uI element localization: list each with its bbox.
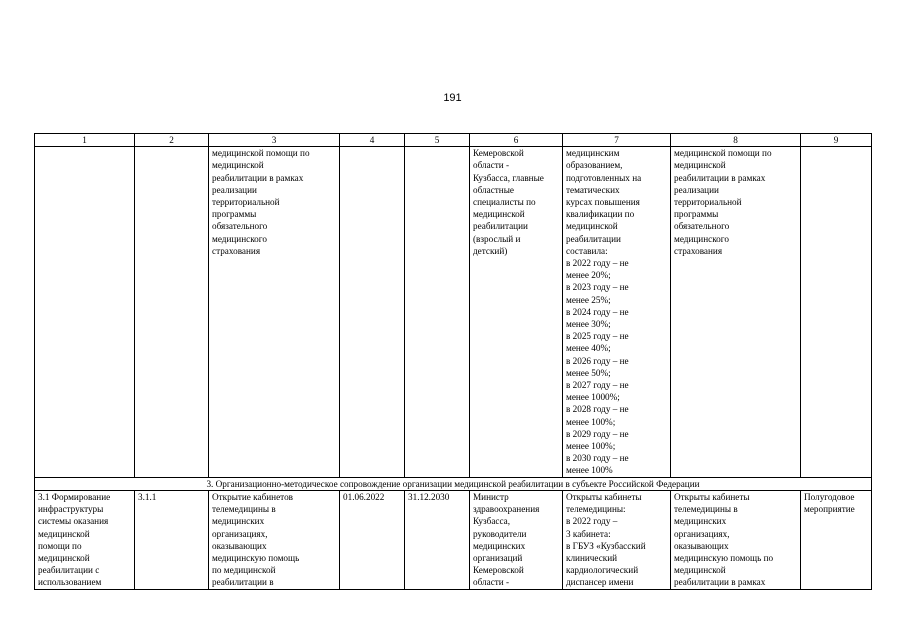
measures-table [34, 133, 872, 590]
cell-measure: Открытие кабинетов телемедицины в медицинских организациях, оказывающих медицинскую помощь по медицинской реабилитации в [209, 490, 340, 589]
section-heading-row [35, 477, 872, 490]
table-row [35, 490, 872, 589]
cell-start-date [340, 147, 405, 477]
cell-responsible: Министр здравоохранения Кузбасса, руководители медицинских организаций Кемеровской области - [470, 490, 563, 589]
column-number-5: 5 [405, 134, 470, 147]
cell-number: 3.1.1 [135, 490, 209, 589]
section-title: 3. Организационно-методическое сопровождение организации медицинской реабилитации в субъекте Российской Федерации [35, 477, 872, 490]
cell-end-date: 31.12.2030 [405, 490, 470, 589]
cell-description: Открыты кабинеты телемедицины в медицинских организациях, оказывающих медицинскую помощь по медицинской реабилитации в рамках [671, 490, 801, 589]
column-number-1: 1 [35, 134, 135, 147]
cell-description: медицинской помощи по медицинской реабилитации в рамках реализации территориальной программы обязательного медицинского страхования [671, 147, 801, 477]
column-number-6: 6 [470, 134, 563, 147]
cell-result: Открыты кабинеты телемедицины: в 2022 году – 3 кабинета: в ГБУЗ «Кузбасский клинический кардиологический диспансер имени [563, 490, 671, 589]
column-number-4: 4 [340, 134, 405, 147]
column-number-row [35, 134, 872, 147]
cell-result: медицинским образованием, подготовленных на тематических курсах повышения квалификации по медицинской реабилитации составила: в 2022 году – не менее 20%; в 2023 году – не менее 25%; в 2024 году – не менее 30%; в 2025 году – не менее 40%; в 2026 году – не менее 50%; в 2027 году – не менее 1000%; в 2028 году – не менее 100%; в 2029 году – не менее 100%; в 2030 году – не менее 100% [563, 147, 671, 477]
column-number-7: 7 [563, 134, 671, 147]
cell-type: Полугодовое мероприятие [801, 490, 872, 589]
cell-type [801, 147, 872, 477]
column-number-2: 2 [135, 134, 209, 147]
cell-task [35, 147, 135, 477]
cell-end-date [405, 147, 470, 477]
cell-responsible: Кемеровской области - Кузбасса, главные областные специалисты по медицинской реабилитации (взрослый и детский) [470, 147, 563, 477]
cell-number [135, 147, 209, 477]
cell-measure: медицинской помощи по медицинской реабилитации в рамках реализации территориальной программы обязательного медицинского страхования [209, 147, 340, 477]
column-number-3: 3 [209, 134, 340, 147]
page-number: 191 [443, 92, 462, 104]
cell-start-date: 01.06.2022 [340, 490, 405, 589]
column-number-8: 8 [671, 134, 801, 147]
column-number-9: 9 [801, 134, 872, 147]
cell-task: 3.1 Формирование инфраструктуры системы оказания медицинской помощи по медицинской реабилитации с использованием [35, 490, 135, 589]
continued-table-row [35, 147, 872, 477]
